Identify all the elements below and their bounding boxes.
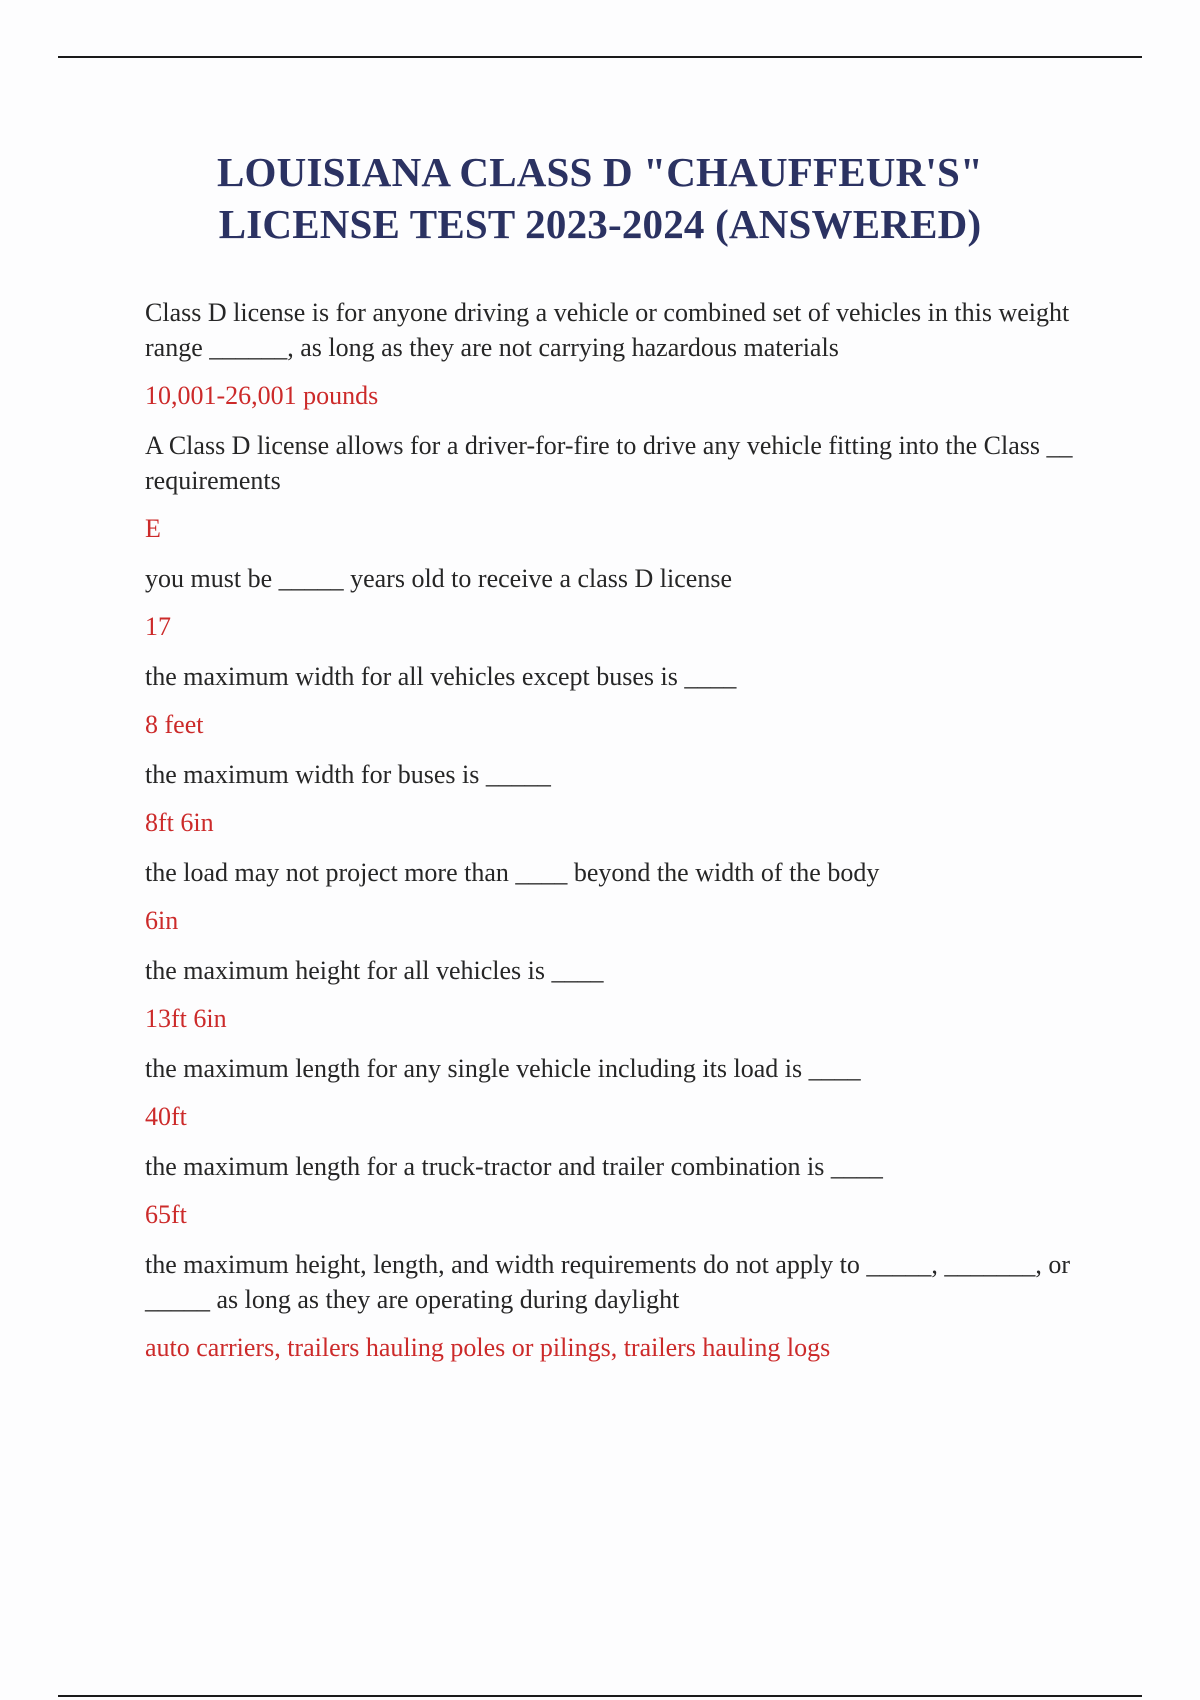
qa-item [145, 953, 1075, 1036]
title-line-1: LOUISIANA CLASS D "CHAUFFEUR'S" [217, 149, 983, 195]
answer-text: 10,001-26,001 pounds [145, 381, 379, 410]
question-text: Class D license is for anyone driving a vehicle or combined set of vehicles in this weight range ______, as long as they are not carrying hazardous materials [145, 298, 1070, 362]
answer-text: auto carriers, trailers hauling poles or pilings, trailers hauling logs [145, 1333, 831, 1362]
question-answer-list [145, 295, 1075, 1380]
question-text: the maximum width for all vehicles except buses is ____ [145, 662, 737, 691]
question-text: the maximum height for all vehicles is ____ [145, 956, 604, 985]
bottom-rule [58, 1695, 1142, 1697]
question-text: the load may not project more than ____ beyond the width of the body [145, 858, 880, 887]
answer-text: 65ft [145, 1200, 187, 1229]
answer-text: 40ft [145, 1102, 187, 1131]
answer-text: 13ft 6in [145, 1004, 227, 1033]
qa-item [145, 1051, 1075, 1134]
answer-text: 8ft 6in [145, 808, 214, 837]
answer-text: 6in [145, 906, 179, 935]
answer-text: 17 [145, 612, 171, 641]
qa-item [145, 561, 1075, 644]
question-text: the maximum length for any single vehicle including its load is ____ [145, 1054, 861, 1083]
document-title [0, 146, 1200, 250]
top-rule [58, 56, 1142, 58]
question-text: the maximum width for buses is _____ [145, 760, 551, 789]
question-text: A Class D license allows for a driver-for-fire to drive any vehicle fitting into the Class __ requirements [145, 431, 1073, 495]
qa-item [145, 295, 1075, 413]
question-text: the maximum length for a truck-tractor and trailer combination is ____ [145, 1152, 883, 1181]
answer-text: E [145, 514, 161, 543]
question-text: the maximum height, length, and width requirements do not apply to _____, _______, or _____ as long as they are operating during daylight [145, 1250, 1071, 1314]
qa-item [145, 659, 1075, 742]
qa-item [145, 1247, 1075, 1365]
title-line-2: LICENSE TEST 2023-2024 (ANSWERED) [218, 201, 982, 247]
answer-text: 8 feet [145, 710, 204, 739]
question-text: you must be _____ years old to receive a class D license [145, 564, 732, 593]
qa-item [145, 1149, 1075, 1232]
qa-item [145, 757, 1075, 840]
qa-item [145, 855, 1075, 938]
qa-item [145, 428, 1075, 546]
